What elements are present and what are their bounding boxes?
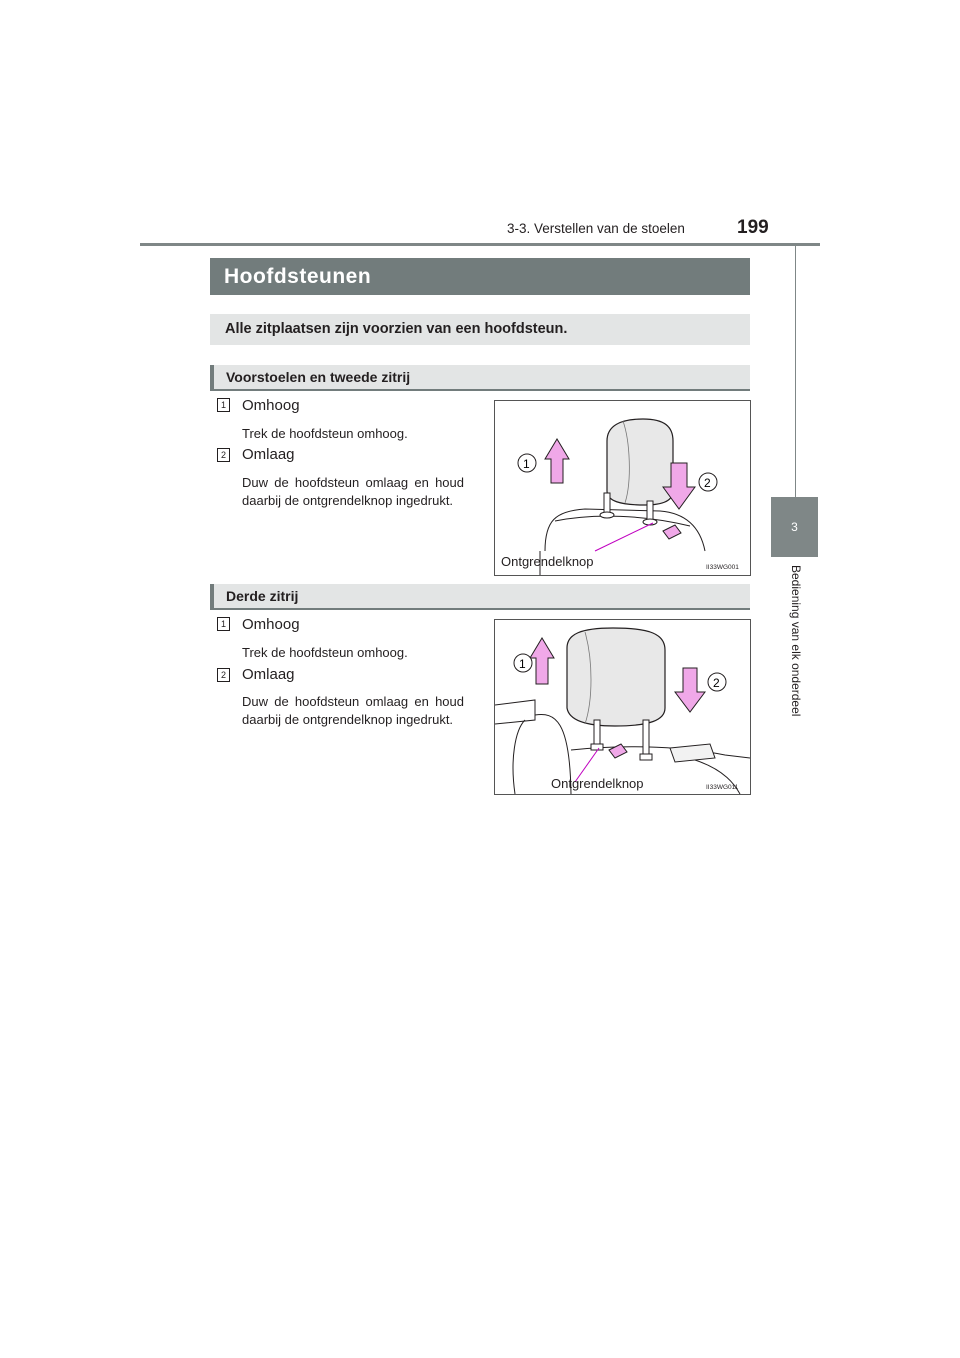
header-rule: [140, 243, 820, 246]
section-heading-front: Voorstoelen en tweede zitrij: [210, 365, 750, 391]
headrest-illustration-front-svg: [495, 401, 750, 575]
figure-number-1: 1: [523, 457, 530, 471]
item-description: Duw de hoofdsteun omlaag en houd daarbij de ontgrendelknop ingedrukt.: [242, 475, 464, 508]
headrest-illustration-third-row: [494, 619, 751, 795]
chapter-tab-label: [760, 565, 830, 755]
item-title: Omlaag: [242, 446, 295, 463]
item-description: Duw de hoofdsteun omlaag en houd daarbij de ontgrendelknop ingedrukt.: [242, 694, 464, 727]
running-header-section: 3-3. Verstellen van de stoelen: [507, 221, 685, 236]
section-heading-third-row: Derde zitrij: [210, 584, 750, 610]
item-description: Trek de hoofdsteun omhoog.: [242, 426, 408, 441]
item-description: Trek de hoofdsteun omhoog.: [242, 645, 408, 660]
item-title: Omlaag: [242, 666, 295, 683]
release-button-label: Ontgrendelknop: [501, 554, 594, 569]
item-number: 2: [217, 668, 230, 682]
item-number: 1: [217, 398, 230, 412]
side-divider-line: [795, 245, 796, 498]
figure-number-1: 1: [519, 657, 526, 671]
chapter-tab-label-text: Bediening van elk onderdeel: [789, 565, 803, 717]
intro-text: Alle zitplaatsen zijn voorzien van een hoofdsteun.: [210, 314, 750, 345]
chapter-tab: 3: [771, 497, 818, 557]
release-button-label: Ontgrendelknop: [551, 776, 644, 791]
page-number: 199: [737, 217, 769, 238]
page-title: Hoofdsteunen: [210, 258, 750, 295]
figure-code: II33WG001: [706, 564, 739, 571]
headrest-illustration-front: [494, 400, 751, 576]
headrest-illustration-third-row-svg: [495, 620, 750, 794]
figure-number-2: 2: [704, 476, 711, 490]
figure-code: II33WG011: [706, 784, 739, 791]
figure-number-2: 2: [713, 676, 720, 690]
item-number: 2: [217, 448, 230, 462]
item-number: 1: [217, 617, 230, 631]
item-title: Omhoog: [242, 397, 300, 414]
item-title: Omhoog: [242, 616, 300, 633]
